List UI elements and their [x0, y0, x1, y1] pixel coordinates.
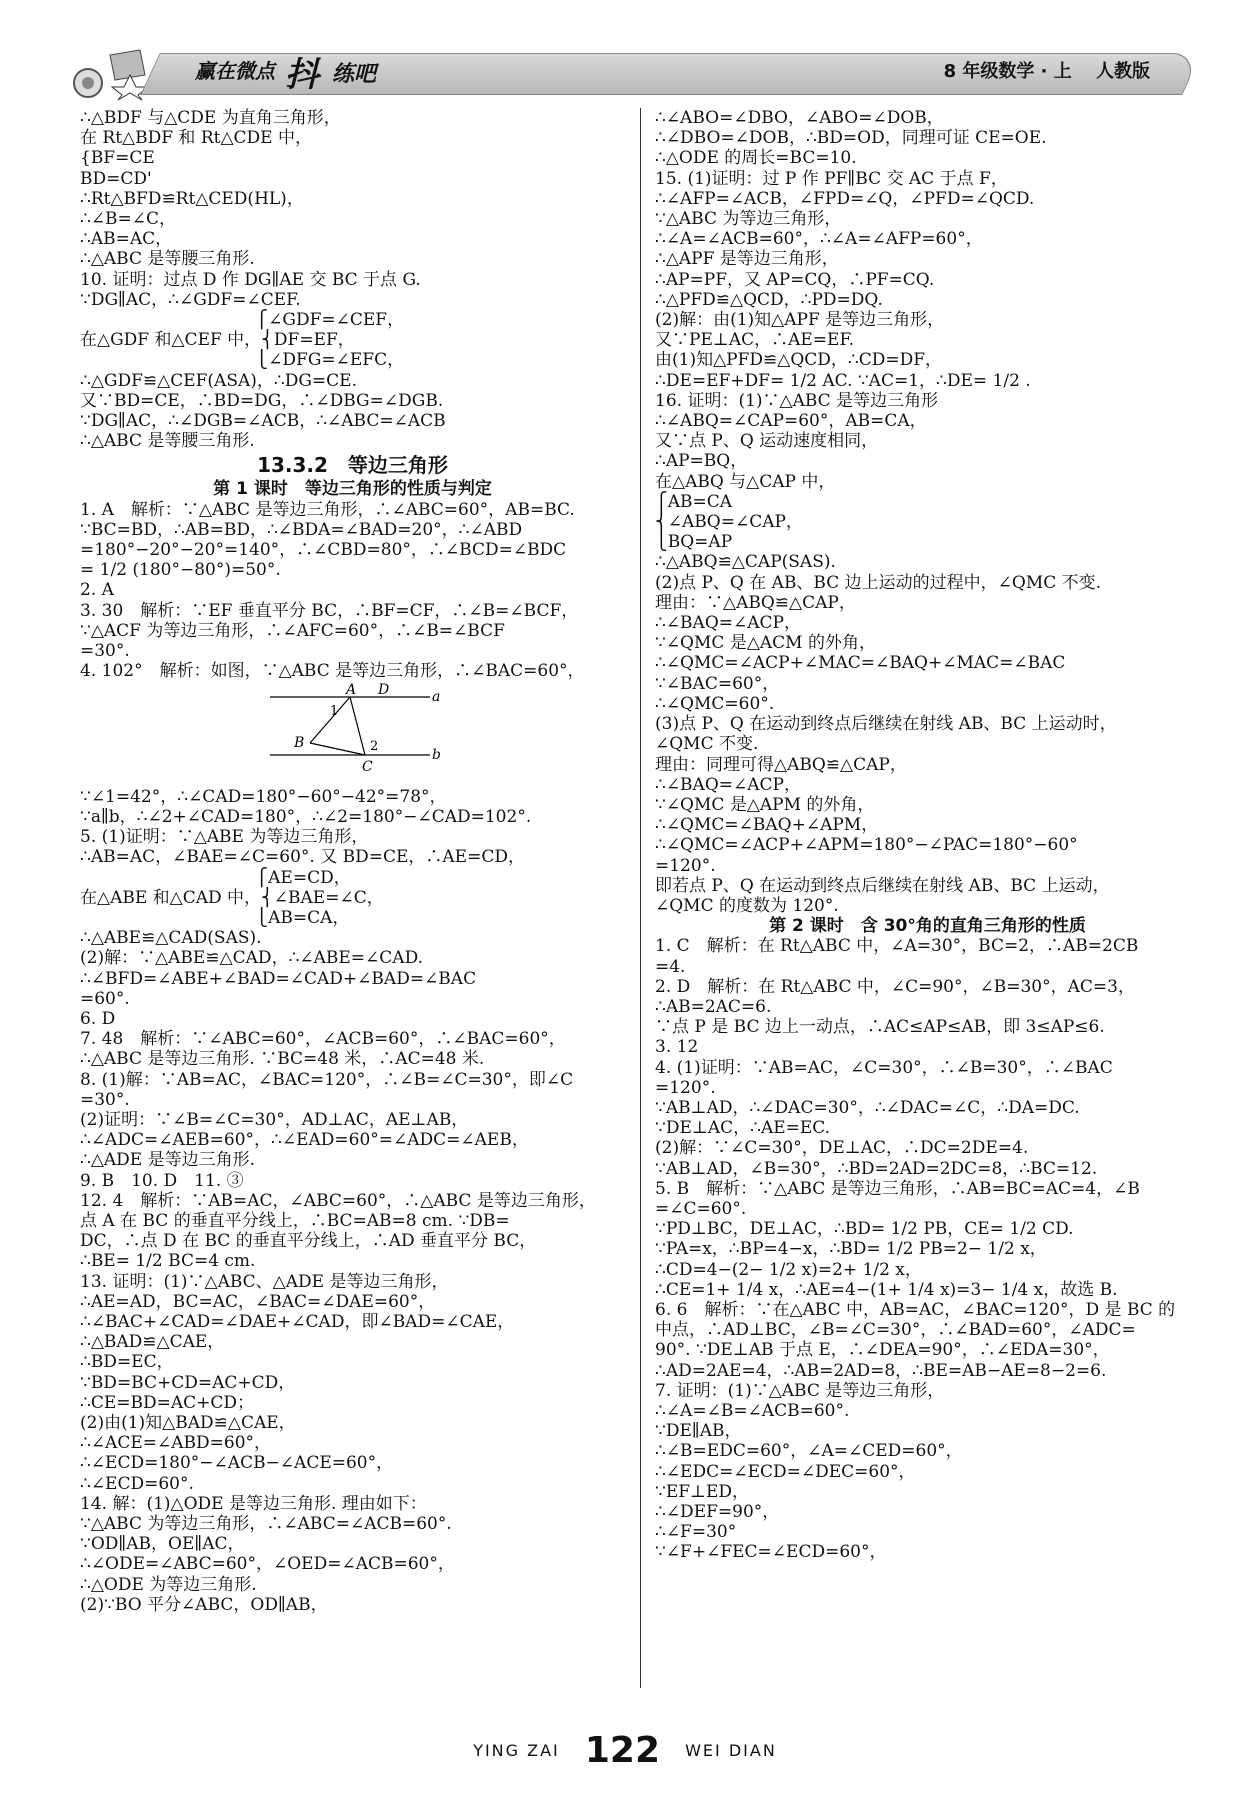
answer-line: ∴AB=AC， — [80, 229, 173, 250]
answer-line: ∴△APF 是等边三角形， — [655, 249, 839, 270]
answer-line: =120°. — [655, 855, 716, 876]
answer-line: ∴BE= 1/2 BC=4 cm. — [80, 1251, 256, 1272]
answer-line: 在△GDF 和△CEF 中，⎨DF=EF， — [80, 330, 355, 351]
header-brand: 抖 — [285, 55, 319, 95]
answer-line: ∵AB⊥AD，∴∠DAC=30°，∴∠DAC=∠C，∴DA=DC. — [655, 1097, 1080, 1118]
answer-line: ∴AB=AC，∠BAE=∠C=60°. 又 BD=CE，∴AE=CD， — [80, 847, 525, 868]
answer-line: ∵PA=x，∴BP=4−x，∴BD= 1/2 PB=2− 1/2 x， — [655, 1239, 1047, 1260]
answer-line: ∵a∥b，∴∠2+∠CAD=180°，∴∠2=180°−∠CAD=102°. — [80, 806, 532, 827]
answer-line: ∴△ODE 为等边三角形. — [80, 1574, 257, 1595]
answer-line: ∴∠A=∠B=∠ACB=60°. — [655, 1401, 850, 1421]
answer-line: 由(1)知△PFD≌△QCD，∴CD=DF， — [655, 350, 943, 371]
answer-line: ∴∠ECD=60°. — [80, 1473, 194, 1494]
answer-line: ⎩AB=CA， — [80, 907, 350, 928]
answer-line: ∴△ABE≌△CAD(SAS). — [80, 928, 262, 949]
answer-line: ∴Rt△BFD≌Rt△CED(HL)， — [80, 188, 304, 209]
answer-line: ∴△ABC 是等腰三角形. — [80, 249, 255, 270]
answer-line: ∴△PFD≌△QCD，∴PD=DQ. — [655, 289, 883, 310]
left-answers-part2 — [80, 500, 625, 682]
answer-line: 点 A 在 BC 的垂直平分线上，∴BC=AB=8 cm. ∵DB= — [80, 1210, 510, 1231]
answer-line: 2. D 解析：在 Rt△ABC 中，∠C=90°，∠B=30°，AC=3， — [655, 976, 1135, 997]
answer-line: ∵△ABC 为等边三角形，∴∠ABC=∠ACB=60°. — [80, 1514, 452, 1534]
answer-line: (2)解：∵∠C=30°，DE⊥AC，∴DC=2DE=4. — [655, 1138, 1029, 1159]
header-slogan: 赢在微点 — [195, 59, 275, 83]
answer-line: ∴CE=1+ 1/4 x，∴AE=4−(1+ 1/4 x)=3− 1/4 x，故选 B. — [655, 1279, 1118, 1300]
answer-line: ∴∠EDC=∠ECD=∠DEC=60°， — [655, 1461, 916, 1482]
answer-line: ∴∠DBO=∠DOB，∴BD=OD，同理可证 CE=OE. — [655, 128, 1047, 149]
answer-line: ∴∠ACE=∠ABD=60°， — [80, 1433, 272, 1454]
right-answers-part1 — [655, 108, 1200, 916]
fig-label-1: 1 — [330, 704, 339, 720]
answer-line: ∴AP=PF，又 AP=CQ，∴PF=CQ. — [655, 269, 935, 290]
answer-line: ∵△ACF 为等边三角形，∴∠AFC=60°，∴∠B=∠BCF — [80, 620, 505, 641]
answer-line: 5. B 解析：∵△ABC 是等边三角形，∴AB=BC=AC=4，∠B — [655, 1178, 1140, 1199]
answer-line: =4. — [655, 956, 686, 977]
answer-line: ⎨∠ABQ=∠CAP， — [655, 512, 803, 533]
answer-line: 5. (1)证明：∵△ABE 为等边三角形， — [80, 827, 369, 848]
lesson2-title: 第 2 课时 含 30°角的直角三角形的性质 — [769, 916, 1086, 937]
answer-line: ∴△ABQ≌△CAP(SAS). — [655, 552, 836, 573]
answer-line: ∵DG∥AC，∴∠DGB=∠ACB，∴∠ABC=∠ACB — [80, 411, 446, 432]
answer-line: 又∵PE⊥AC，∴AE=EF. — [655, 330, 855, 351]
answer-line: ∴∠QMC=∠ACP+∠MAC=∠BAQ+∠MAC=∠BAC — [655, 653, 1066, 674]
answer-line: ∴AE=AD，BC=AC，∠BAC=∠DAE=60°， — [80, 1291, 436, 1312]
answer-line: 4. (1)证明：∵AB=AC，∠C=30°，∴∠B=30°，∴∠BAC — [655, 1057, 1113, 1078]
answer-line: ∵BC=BD，∴AB=BD，∴∠BDA=∠BAD=20°，∴∠ABD — [80, 519, 523, 540]
left-column — [80, 108, 625, 1615]
answer-line: ∵∠1=42°，∴∠CAD=180°−60°−42°=78°， — [80, 786, 447, 807]
answer-line: 6. D — [80, 1008, 116, 1029]
answer-line: ⎧∠GDF=∠CEF， — [80, 310, 405, 331]
answer-line: ∵AB⊥AD，∠B=30°，∴BD=2AD=2DC=8，∴BC=12. — [655, 1158, 1098, 1179]
answer-line: ∴AD=2AE=4，∴AB=2AD=8，∴BE=AB−AE=8−2=6. — [655, 1360, 1107, 1381]
answer-line: 12. 4 解析：∵AB=AC，∠ABC=60°，∴△ABC 是等边三角形， — [80, 1190, 596, 1211]
answer-line: ∴∠ADC=∠AEB=60°，∴∠EAD=60°=∠ADC=∠AEB， — [80, 1130, 529, 1151]
answer-line: ∴∠QMC=60°. — [655, 693, 775, 714]
answer-line: ∠QMC 的度数为 120°. — [655, 895, 839, 916]
answer-line: ∴∠B=EDC=60°，∠A=∠CED=60°， — [655, 1441, 963, 1462]
answer-line: = 1/2 (180°−80°)=50°. — [80, 560, 281, 581]
answer-line: 16. 证明：(1)∵△ABC 是等边三角形 — [655, 390, 939, 411]
right-column — [655, 108, 1200, 1563]
fig-label-B: B — [294, 735, 305, 752]
answer-line: ⎩BQ=AP — [655, 532, 733, 553]
answer-line: ∴∠ODE=∠ABC=60°，∠OED=∠ACB=60°， — [80, 1554, 455, 1575]
answer-line: 13. 证明：(1)∵△ABC、△ADE 是等边三角形， — [80, 1271, 449, 1292]
answer-line: ⎩∠DFG=∠EFC， — [80, 350, 405, 371]
answer-line: ∴∠ABQ=∠CAP=60°，AB=CA， — [655, 411, 927, 432]
fig-label-a: a — [432, 689, 441, 706]
answer-line: =120°. — [655, 1077, 716, 1098]
answer-line: ∵EF⊥ED， — [655, 1481, 750, 1502]
answer-line: ∵∠QMC 是△APM 的外角， — [655, 794, 875, 815]
answer-line: 即若点 P、Q 在运动到终点后继续在射线 AB、BC 上运动， — [655, 875, 1110, 896]
answer-line: ∵DG∥AC，∴∠GDF=∠CEF. — [80, 289, 301, 310]
answer-line: ∴△GDF≌△CEF(ASA)，∴DG=CE. — [80, 370, 357, 391]
answer-line: (2)证明：∵∠B=∠C=30°，AD⊥AC，AE⊥AB， — [80, 1109, 469, 1130]
answer-line: {BF=CE — [80, 148, 155, 169]
answer-line: 理由：∵△ABQ≌△CAP， — [655, 592, 856, 613]
lesson1-title: 第 1 课时 等边三角形的性质与判定 — [213, 479, 492, 500]
answer-line: ∴AB=2AC=6. — [655, 996, 772, 1017]
answer-line: ⎧AE=CD， — [80, 867, 351, 888]
answer-line: 9. B 10. D 11. ③ — [80, 1170, 244, 1191]
answer-line: (2)点 P、Q 在 AB、BC 边上运动的过程中，∠QMC 不变. — [655, 572, 1102, 593]
answer-line: ∵DE∥AB， — [655, 1421, 742, 1442]
answer-line: (2)解：由(1)知△APF 是等边三角形， — [655, 310, 945, 331]
answer-line: 7. 48 解析：∵∠ABC=60°，∠ACB=60°，∴∠BAC=60°， — [80, 1029, 566, 1050]
answer-line: ∴BD=EC， — [80, 1352, 174, 1373]
fig-label-D: D — [378, 682, 390, 699]
header-brand-suffix: 练吧 — [332, 62, 377, 87]
answer-line: ∴∠DEF=90°， — [655, 1502, 780, 1523]
fig-label-C: C — [362, 759, 373, 776]
page-header — [70, 45, 1200, 105]
answer-line: ∴△BAD≌△CAE， — [80, 1332, 225, 1353]
answer-line: 又∵点 P、Q 运动速度相同， — [655, 431, 879, 452]
answer-line: ∴CE=BD=AC+CD； — [80, 1392, 255, 1413]
answer-line: ∴AP=BQ， — [655, 451, 748, 472]
answer-line: DC，∴点 D 在 BC 的垂直平分线上，∴AD 垂直平分 BC， — [80, 1231, 537, 1252]
header-grade: 8 年级数学 · 上 人教版 — [943, 61, 1150, 82]
answer-line: ∴∠AFP=∠ACB，∠FPD=∠Q，∠PFD=∠QCD. — [655, 188, 1035, 209]
answer-line: ∴∠BAQ=∠ACP， — [655, 613, 801, 634]
answer-line: (2)解：∵△ABE≌△CAD，∴∠ABE=∠CAD. — [80, 948, 424, 969]
answer-line: ∵∠BAC=60°， — [655, 673, 780, 694]
answer-line: 14. 解：(1)△ODE 是等边三角形. 理由如下： — [80, 1493, 427, 1514]
answer-line: =180°−20°−20°=140°，∴∠CBD=80°，∴∠BCD=∠BDC — [80, 540, 567, 561]
answer-line: ∴△ABC 是等边三角形. ∵BC=48 米，∴AC=48 米. — [80, 1049, 485, 1070]
answer-line: ∴∠A=∠ACB=60°，∴∠A=∠AFP=60°， — [655, 229, 983, 250]
answer-line: ∴△ABC 是等腰三角形. — [80, 431, 255, 452]
answer-line: 6. 6 解析：∵在△ABC 中，AB=AC，∠BAC=120°，D 是 BC 的 — [655, 1299, 1176, 1320]
page-number: 122 — [584, 1730, 661, 1771]
answer-line: ∴△ADE 是等边三角形. — [80, 1150, 256, 1171]
answer-line: ∴DE=EF+DF= 1/2 AC. ∵AC=1，∴DE= 1/2 . — [655, 370, 1031, 391]
right-answers-part2 — [655, 936, 1200, 1562]
answer-line: ∴∠QMC=∠BAQ+∠APM， — [655, 815, 879, 836]
answer-line: =∠C=60°. — [655, 1198, 747, 1219]
answer-line: 2. A — [80, 580, 114, 601]
column-divider — [640, 108, 641, 1688]
answer-line: 8. (1)解：∵AB=AC，∠BAC=120°，∴∠B=∠C=30°，即∠C — [80, 1069, 574, 1090]
answer-line: 理由：同理可得△ABQ≌△CAP， — [655, 754, 907, 775]
fig-label-2: 2 — [370, 739, 379, 755]
answer-line: 90°. ∵DE⊥AB 于点 E，∴∠DEA=90°，∴∠EDA=30°， — [655, 1340, 1110, 1361]
answer-line: 1. A 解析：∵△ABC 是等边三角形，∴∠ABC=60°，AB=BC. — [80, 499, 575, 520]
fig-label-A: A — [346, 682, 357, 699]
answer-line: 在△ABQ 与△CAP 中， — [655, 471, 836, 492]
answer-line: 3. 12 — [655, 1037, 699, 1058]
answer-line: ∵DE⊥AC，∴AE=EC. — [655, 1118, 831, 1139]
answer-line: 3. 30 解析：∵EF 垂直平分 BC，∴BF=CF，∴∠B=∠BCF， — [80, 600, 579, 621]
footer-left: YING ZAI — [473, 1741, 560, 1760]
answer-line: ∴∠BAQ=∠ACP， — [655, 774, 801, 795]
answer-line: =60°. — [80, 988, 130, 1009]
fig-label-b: b — [432, 747, 441, 764]
answer-line: ∵PD⊥BC，DE⊥AC，∴BD= 1/2 PB，CE= 1/2 CD. — [655, 1219, 1074, 1240]
answer-line: (2)∵BO 平分∠ABC，OD∥AB， — [80, 1594, 328, 1615]
answer-line: ∠QMC 不变. — [655, 734, 759, 755]
section-title: 13.3.2 等边三角形 — [257, 453, 448, 478]
answer-line: (2)由(1)知△BAD≌△CAE， — [80, 1412, 296, 1433]
page-footer — [0, 1730, 1250, 1771]
answer-line: ∴∠F=30° — [655, 1522, 737, 1543]
answer-line: 1. C 解析：在 Rt△ABC 中，∠A=30°，BC=2，∴AB=2CB — [655, 936, 1139, 957]
answer-line: ∴∠BFD=∠ABE+∠BAD=∠CAD+∠BAD=∠BAC — [80, 968, 477, 989]
answer-line: ∵点 P 是 BC 边上一动点，∴AC≤AP≤AB，即 3≤AP≤6. — [655, 1017, 1105, 1038]
answer-line: BD=CD' — [80, 168, 152, 189]
left-answers-part1 — [80, 108, 625, 451]
answer-line: (3)点 P、Q 在运动到终点后继续在射线 AB、BC 上运动时， — [655, 714, 1117, 735]
angle-figure — [270, 682, 441, 777]
answer-line: ∴∠ECD=180°−∠ACB−∠ACE=60°， — [80, 1453, 394, 1474]
answer-line: 10. 证明：过点 D 作 DG∥AE 交 BC 于点 G. — [80, 269, 421, 290]
answer-line: ∴∠BAC+∠CAD=∠DAE+∠CAD，即∠BAD=∠CAE， — [80, 1311, 515, 1332]
answer-line: ∵∠QMC 是△ACM 的外角， — [655, 633, 876, 654]
answer-line: =30°. — [80, 641, 130, 662]
answer-line: =30°. — [80, 1089, 130, 1110]
answer-line: ∵OD∥AB，OE∥AC， — [80, 1534, 245, 1555]
answer-line: 在△ABE 和△CAD 中，⎨∠BAE=∠C， — [80, 887, 384, 908]
answer-line: ∴∠B=∠C， — [80, 209, 177, 230]
answer-line: ∴△ODE 的周长=BC=10. — [655, 148, 857, 169]
footer-right: WEI DIAN — [685, 1741, 777, 1760]
answer-line: ∵∠F+∠FEC=∠ECD=60°， — [655, 1542, 887, 1563]
answer-line: ∴∠ABO=∠DBO，∠ABO=∠DOB， — [655, 108, 944, 128]
answer-line: ∵BD=BC+CD=AC+CD， — [80, 1372, 296, 1393]
answer-line: 中点，∴AD⊥BC，∠B=∠C=30°，∴∠BAD=60°，∠ADC= — [655, 1320, 1136, 1341]
answer-line: 4. 102° 解析：如图，∵△ABC 是等边三角形，∴∠BAC=60°， — [80, 661, 585, 682]
answer-line: 15. (1)证明：过 P 作 PF∥BC 交 AC 于点 F， — [655, 168, 1008, 189]
answer-line: 7. 证明：(1)∵△ABC 是等边三角形， — [655, 1380, 945, 1401]
answer-line: ⎧AB=CA — [655, 491, 733, 512]
left-answers-part3 — [80, 787, 625, 1615]
answer-line: ∴∠QMC=∠ACP+∠APM=180°−∠PAC=180°−60° — [655, 835, 1078, 856]
answer-line: ∴△BDF 与△CDE 为直角三角形， — [80, 108, 341, 128]
answer-line: 又∵BD=CE，∴BD=DG，∴∠DBG=∠DGB. — [80, 390, 444, 411]
answer-line: ∵△ABC 为等边三角形， — [655, 209, 842, 230]
answer-line: 在 Rt△BDF 和 Rt△CDE 中， — [80, 128, 312, 149]
answer-line: ∴CD=4−(2− 1/2 x)=2+ 1/2 x， — [655, 1259, 922, 1280]
